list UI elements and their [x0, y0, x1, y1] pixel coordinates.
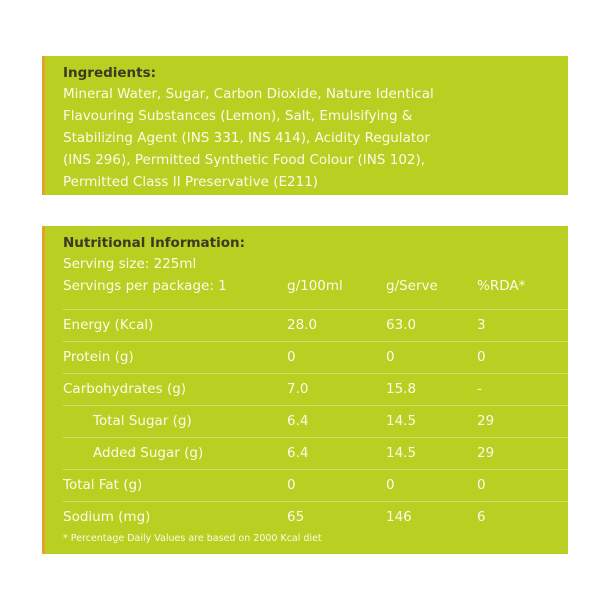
- column-header-row: [63, 275, 568, 299]
- nutrient-rda: 29: [477, 413, 495, 429]
- footnote: * Percentage Daily Values are based on 2000 Kcal diet: [63, 533, 322, 544]
- nutrient-per100: 0: [287, 477, 296, 493]
- nutrient-per100: 7.0: [287, 381, 309, 397]
- table-row: [63, 373, 568, 405]
- nutrient-per100: 6.4: [287, 445, 309, 461]
- nutrient-rda: 0: [477, 477, 486, 493]
- nutrient-name: Energy (Kcal): [63, 317, 154, 333]
- nutrient-rda: 29: [477, 445, 495, 461]
- nutrient-serve: 15.8: [386, 381, 417, 397]
- nutrition-table: [63, 309, 568, 533]
- ingredients-line: (INS 296), Permitted Synthetic Food Colour (INS 102),: [63, 152, 426, 168]
- nutrient-name: Added Sugar (g): [93, 445, 204, 461]
- column-header-per100: g/100ml: [287, 278, 343, 294]
- nutrient-serve: 0: [386, 349, 395, 365]
- ingredients-text: [63, 83, 563, 193]
- nutrient-rda: 3: [477, 317, 486, 333]
- nutrient-serve: 14.5: [386, 413, 417, 429]
- column-header-serve: g/Serve: [386, 278, 438, 294]
- nutrient-per100: 0: [287, 349, 296, 365]
- nutrition-panel: [42, 226, 568, 554]
- table-row: [63, 501, 568, 533]
- nutrient-rda: 6: [477, 509, 486, 525]
- nutrient-rda: -: [477, 381, 482, 397]
- table-row: [63, 469, 568, 501]
- serving-size: Serving size: 225ml: [63, 256, 197, 272]
- ingredients-line: Stabilizing Agent (INS 331, INS 414), Acidity Regulator: [63, 130, 430, 146]
- column-header-rda: %RDA*: [477, 278, 526, 294]
- nutrition-heading: Nutritional Information:: [63, 235, 246, 251]
- table-row: [63, 341, 568, 373]
- nutrient-name: Carbohydrates (g): [63, 381, 187, 397]
- nutrient-serve: 63.0: [386, 317, 417, 333]
- nutrient-name: Protein (g): [63, 349, 134, 365]
- ingredients-line: Flavouring Substances (Lemon), Salt, Emulsifying &: [63, 108, 413, 124]
- servings-per-package: Servings per package: 1: [63, 278, 227, 294]
- ingredients-line: Mineral Water, Sugar, Carbon Dioxide, Nature Identical: [63, 86, 434, 102]
- nutrient-rda: 0: [477, 349, 486, 365]
- ingredients-line: Permitted Class II Preservative (E211): [63, 174, 319, 190]
- nutrient-name: Sodium (mg): [63, 509, 151, 525]
- nutrient-per100: 6.4: [287, 413, 309, 429]
- nutrient-name: Total Sugar (g): [93, 413, 192, 429]
- table-row: [63, 437, 568, 469]
- nutrient-serve: 146: [386, 509, 412, 525]
- nutrient-serve: 14.5: [386, 445, 417, 461]
- nutrient-name: Total Fat (g): [63, 477, 143, 493]
- nutrient-serve: 0: [386, 477, 395, 493]
- table-row: [63, 405, 568, 437]
- table-row: [63, 309, 568, 341]
- ingredients-panel: [42, 56, 568, 195]
- nutrient-per100: 28.0: [287, 317, 318, 333]
- ingredients-heading: Ingredients:: [63, 65, 157, 81]
- nutrient-per100: 65: [287, 509, 305, 525]
